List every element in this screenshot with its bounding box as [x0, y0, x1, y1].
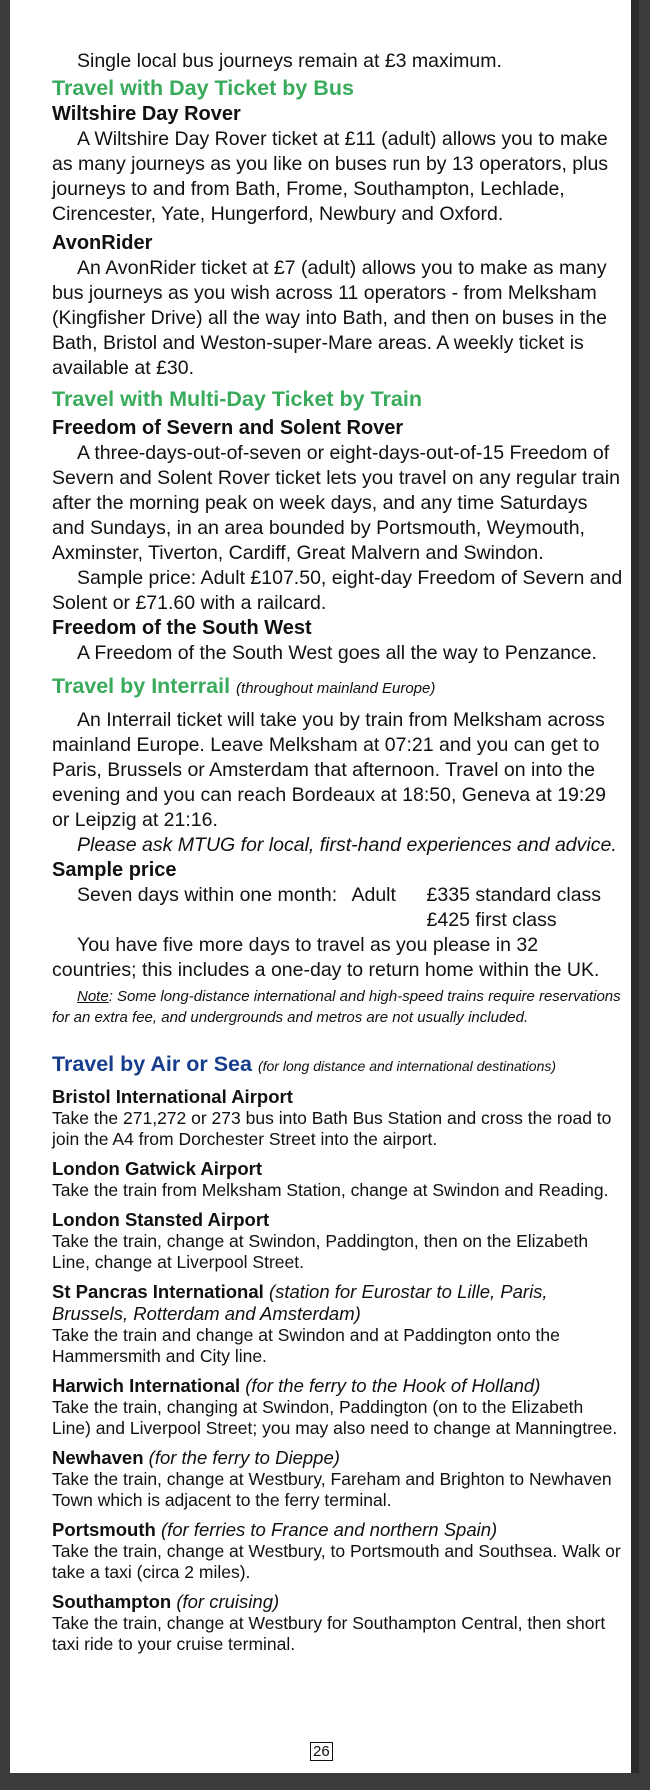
intro-text: Single local bus journeys remain at £3 maximum.: [77, 50, 502, 72]
destination-name-line: [52, 1281, 624, 1325]
avonrider-text: An AvonRider ticket at £7 (adult) allows you to make as many bus journeys as you wish across 11 operators - from Melksham (Kingfisher Drive) all the way into Bath, and then on buses in the Bath, Bristol and Weston-super-Mare areas. A weekly ticket is available at £30.: [52, 257, 607, 379]
interrail-note: [52, 986, 624, 1028]
wiltshire-title: Wiltshire Day Rover: [52, 103, 241, 125]
air-sea-list: [52, 1086, 624, 1655]
destination-item: [52, 1447, 624, 1511]
interrail-subheading: (throughout mainland Europe): [236, 680, 436, 697]
destination-name: London Stansted Airport: [52, 1209, 270, 1230]
destination-note: (for cruising): [176, 1591, 280, 1612]
destination-name-line: [52, 1209, 624, 1231]
interrail-extra-text: You have five more days to travel as you please in 32 countries; this includes a one-day to return home within the UK.: [52, 934, 600, 981]
page-content: [52, 0, 624, 1655]
destination-note: (station for Eurostar to Lille, Paris, Brussels, Rotterdam and Amsterdam): [52, 1281, 548, 1324]
interrail-price-values: [427, 883, 624, 933]
destination-name-line: [52, 1375, 624, 1397]
page-edge-shadow: [631, 0, 639, 1773]
heading-bus-day: Travel with Day Ticket by Bus: [52, 76, 354, 100]
interrail-text: An Interrail ticket will take you by train from Melksham across mainland Europe. Leave Melksham at 07:21 and you can get to Paris, Brussels or Amsterdam that afternoon. Travel on into the evening and you can reach Bordeaux at 18:50, Geneva at 19:29 or Leipzig at 21:16.: [52, 709, 606, 831]
destination-name: Southampton: [52, 1591, 172, 1612]
destination-item: [52, 1158, 624, 1201]
destination-name: Harwich International: [52, 1375, 241, 1396]
interrail-price-label: Seven days within one month:: [77, 884, 338, 906]
destination-note: (for ferries to France and northern Spain): [160, 1519, 498, 1540]
severn-text: A three-days-out-of-seven or eight-days-out-of-15 Freedom of Severn and Solent Rover ticket lets you travel on any regular train after the morning peak on week days, and any time Saturdays and Sundays, in an area bounded by Portsmouth, Weymouth, Axminster, Tiverton, Cardiff, Great Malvern and Swindon.: [52, 442, 620, 564]
interrail-advice: Please ask MTUG for local, first-hand experiences and advice.: [77, 834, 617, 856]
destination-item: [52, 1086, 624, 1150]
destination-name-line: [52, 1591, 624, 1613]
destination-item: [52, 1281, 624, 1367]
destination-note: (for the ferry to the Hook of Holland): [245, 1375, 541, 1396]
destination-name: St Pancras International: [52, 1281, 264, 1302]
air-sea-subheading: (for long distance and international destinations): [257, 1058, 557, 1074]
destination-directions: Take the train, change at Westbury for Southampton Central, then short taxi ride to your cruise terminal.: [52, 1613, 606, 1654]
destination-directions: Take the 271,272 or 273 bus into Bath Bus Station and cross the road to join the A4 from Dorchester Street into the airport.: [52, 1108, 612, 1149]
destination-directions: Take the train and change at Swindon and at Paddington onto the Hammersmith and City line.: [52, 1325, 560, 1366]
interrail-price-type: Adult: [351, 884, 396, 906]
heading-train-multiday: Travel with Multi-Day Ticket by Train: [52, 387, 422, 411]
document-page: [10, 0, 639, 1773]
interrail-heading-text: Travel by Interrail: [52, 674, 231, 698]
interrail-sample-title: Sample price: [52, 859, 177, 881]
destination-item: [52, 1591, 624, 1655]
interrail-price-row: [52, 883, 624, 933]
destination-note: (for the ferry to Dieppe): [148, 1447, 340, 1468]
destination-name: London Gatwick Airport: [52, 1158, 263, 1179]
destination-name-line: [52, 1447, 624, 1469]
destination-item: [52, 1519, 624, 1583]
destination-item: [52, 1375, 624, 1439]
air-sea-heading-text: Travel by Air or Sea: [52, 1052, 252, 1076]
destination-directions: Take the train, change at Westbury, Fareham and Brighton to Newhaven Town which is adjacent to the ferry terminal.: [52, 1469, 612, 1510]
destination-name: Newhaven: [52, 1447, 144, 1468]
destination-item: [52, 1209, 624, 1273]
destination-name-line: [52, 1158, 624, 1180]
interrail-price-standard: £335 standard class: [426, 884, 602, 906]
severn-price-text: Sample price: Adult £107.50, eight-day Freedom of Severn and Solent or £71.60 with a railcard.: [52, 567, 623, 614]
destination-name-line: [52, 1086, 624, 1108]
destination-name-line: [52, 1519, 624, 1541]
heading-air-sea: [52, 1050, 624, 1080]
destination-directions: Take the train, change at Swindon, Paddington, then on the Elizabeth Line, change at Liverpool Street.: [52, 1231, 589, 1272]
destination-directions: Take the train, changing at Swindon, Paddington (on to the Elizabeth Line) and Liverpool Street; you may also need to change at Manningtree.: [52, 1397, 618, 1438]
destination-name: Bristol International Airport: [52, 1086, 293, 1107]
interrail-note-label: Note: [77, 988, 109, 1005]
destination-directions: Take the train from Melksham Station, change at Swindon and Reading.: [52, 1180, 609, 1200]
southwest-title: Freedom of the South West: [52, 617, 312, 639]
destination-name: Portsmouth: [52, 1519, 156, 1540]
avonrider-title: AvonRider: [52, 232, 153, 254]
wiltshire-text: A Wiltshire Day Rover ticket at £11 (adult) allows you to make as many journeys as you like on buses run by 13 operators, plus journeys to and from Bath, Frome, Southampton, Lechlade, Cirencester, Yate, Hungerford, Newbury and Oxford.: [52, 128, 609, 225]
severn-title: Freedom of Severn and Solent Rover: [52, 417, 404, 439]
page-number: 26: [310, 1742, 333, 1761]
destination-directions: Take the train, change at Westbury, to Portsmouth and Southsea. Walk or take a taxi (circa 2 miles).: [52, 1541, 621, 1582]
southwest-text: A Freedom of the South West goes all the way to Penzance.: [77, 642, 597, 664]
interrail-price-first: £425 first class: [426, 909, 557, 931]
heading-interrail: [52, 672, 624, 703]
interrail-note-text: : Some long-distance international and high-speed trains require reservations for an extra fee, and undergrounds and metros are not usually included.: [52, 988, 621, 1026]
